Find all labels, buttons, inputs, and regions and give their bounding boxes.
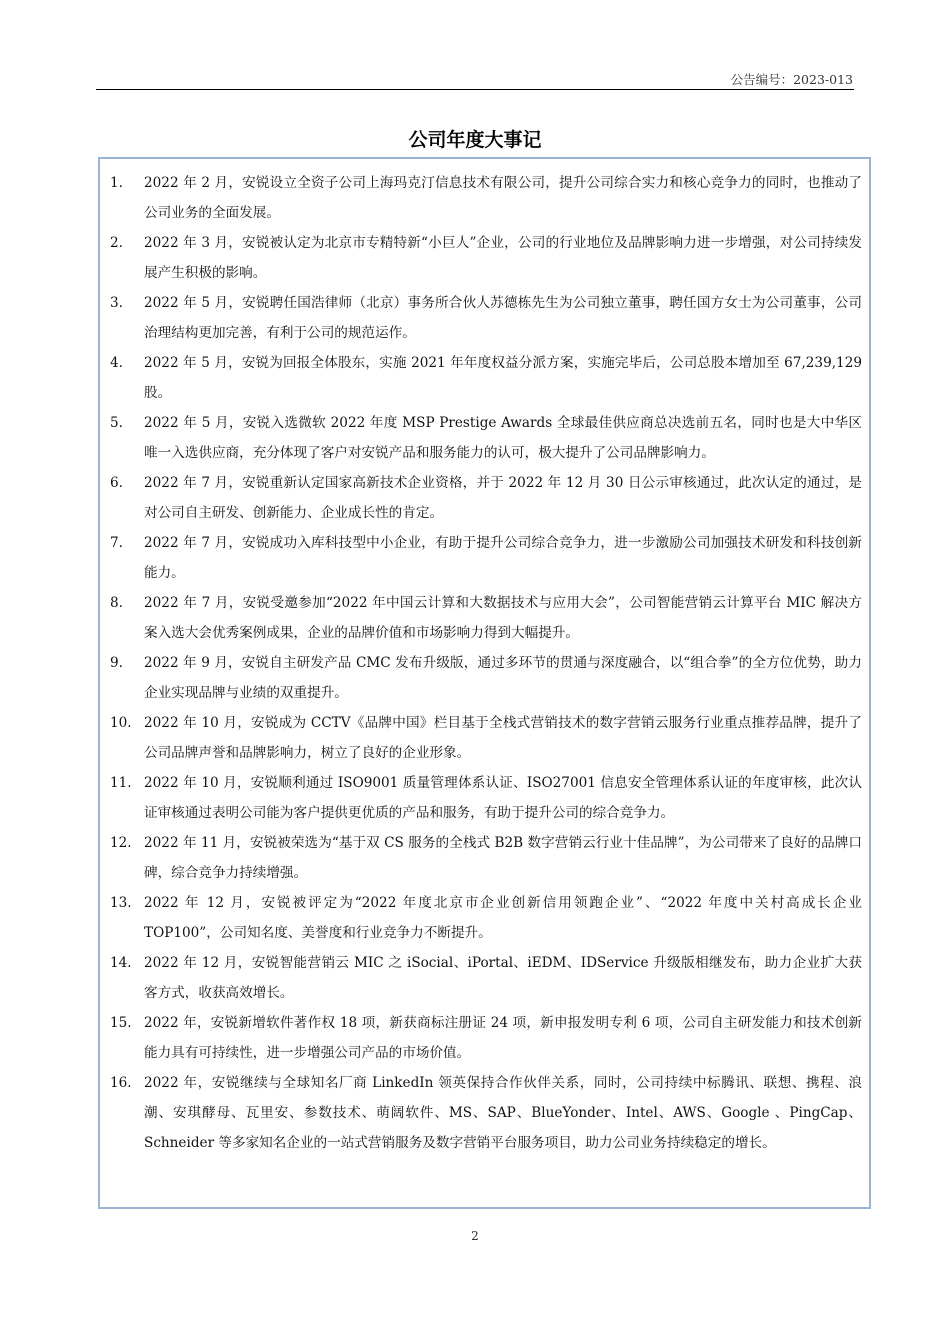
list-item [110, 288, 862, 348]
item-text: 2022 年 5 月，安锐入选微软 2022 年度 MSP Prestige Awards 全球最佳供应商总决选前五名，同时也是大中华区唯一入选供应商，充分体现了客户对安锐产品和服务能力的认可，极大提升了公司品牌影响力。 [144, 415, 862, 461]
events-list [110, 168, 862, 1158]
item-text: 2022 年 5 月，安锐为回报全体股东，实施 2021 年年度权益分派方案，实施完毕后，公司总股本增加至 67,239,129 股。 [144, 355, 862, 401]
item-number: 3. [110, 295, 123, 311]
item-number: 14. [110, 955, 132, 971]
list-item [110, 348, 862, 408]
page-number: 2 [471, 1229, 479, 1243]
announcement-number: 公告编号：2023-013 [730, 72, 853, 87]
item-number: 2. [110, 235, 123, 251]
list-item [110, 408, 862, 468]
item-text: 2022 年 11 月，安锐被荣选为“基于双 CS 服务的全栈式 B2B 数字营销云行业十佳品牌”，为公司带来了良好的品牌口碑，综合竞争力持续增强。 [144, 835, 862, 881]
page-title: 公司年度大事记 [408, 129, 542, 151]
item-text: 2022 年 7 月，安锐重新认定国家高新技术企业资格，并于 2022 年 12 月 30 日公示审核通过，此次认定的通过，是对公司自主研发、创新能力、企业成长性的肯定。 [144, 475, 862, 521]
item-number: 8. [110, 595, 123, 611]
list-item [110, 468, 862, 528]
item-text: 2022 年 9 月，安锐自主研发产品 CMC 发布升级版，通过多环节的贯通与深度融合，以“组合拳”的全方位优势，助力企业实现品牌与业绩的双重提升。 [144, 655, 862, 701]
list-item [110, 228, 862, 288]
list-item [110, 828, 862, 888]
item-number: 5. [110, 415, 123, 431]
list-item [110, 948, 862, 1008]
item-text: 2022 年，安锐新增软件著作权 18 项，新获商标注册证 24 项，新申报发明专利 6 项，公司自主研发能力和技术创新能力具有可持续性，进一步增强公司产品的市场价值。 [144, 1015, 862, 1061]
item-number: 13. [110, 895, 132, 911]
list-item [110, 588, 862, 648]
item-text: 2022 年 10 月，安锐顺利通过 ISO9001 质量管理体系认证、ISO27001 信息安全管理体系认证的年度审核，此次认证审核通过表明公司能为客户提供更优质的产品和服务，有助于提升公司的综合竞争力。 [144, 775, 862, 821]
item-text: 2022 年 12 月，安锐智能营销云 MIC 之 iSocial、iPortal、iEDM、IDService 升级版相继发布，助力企业扩大获客方式，收获高效增长。 [144, 955, 862, 1001]
item-text: 2022 年 2 月，安锐设立全资子公司上海玛克汀信息技术有限公司，提升公司综合实力和核心竞争力的同时，也推动了公司业务的全面发展。 [144, 175, 862, 221]
item-text: 2022 年 3 月，安锐被认定为北京市专精特新“小巨人”企业，公司的行业地位及品牌影响力进一步增强，对公司持续发展产生积极的影响。 [144, 235, 862, 281]
item-number: 11. [110, 775, 132, 791]
list-item [110, 528, 862, 588]
item-number: 1. [110, 175, 123, 191]
header-divider [96, 89, 854, 90]
item-number: 7. [110, 535, 123, 551]
item-number: 4. [110, 355, 123, 371]
item-text: 2022 年，安锐继续与全球知名厂商 LinkedIn 领英保持合作伙伴关系，同时，公司持续中标腾讯、联想、携程、浪潮、安琪酵母、瓦里安、参数技术、萌阔软件、MS、SAP、BlueYonder、Intel、AWS、Google 、PingCap、Schneider 等多家知名企业的一站式营销服务及数字营销平台服务项目，助力公司业务持续稳定的增长。 [144, 1075, 862, 1151]
item-number: 15. [110, 1015, 132, 1031]
item-number: 6. [110, 475, 123, 491]
item-number: 16. [110, 1075, 132, 1091]
item-text: 2022 年 5 月，安锐聘任国浩律师（北京）事务所合伙人苏德栋先生为公司独立董事，聘任国方女士为公司董事，公司治理结构更加完善，有利于公司的规范运作。 [144, 295, 862, 341]
item-text: 2022 年 7 月，安锐受邀参加“2022 年中国云计算和大数据技术与应用大会”，公司智能营销云计算平台 MIC 解决方案入选大会优秀案例成果，企业的品牌价值和市场影响力得到大幅提升。 [144, 595, 862, 641]
list-item [110, 1068, 862, 1158]
item-text: 2022 年 12 月，安锐被评定为“2022 年度北京市企业创新信用领跑企业”、“2022 年度中关村高成长企业 TOP100”，公司知名度、美誉度和行业竞争力不断提升。 [144, 895, 862, 941]
list-item [110, 768, 862, 828]
list-item [110, 1008, 862, 1068]
list-item [110, 708, 862, 768]
item-text: 2022 年 7 月，安锐成功入库科技型中小企业，有助于提升公司综合竞争力，进一步激励公司加强技术研发和科技创新能力。 [144, 535, 862, 581]
item-text: 2022 年 10 月，安锐成为 CCTV《品牌中国》栏目基于全栈式营销技术的数字营销云服务行业重点推荐品牌，提升了公司品牌声誉和品牌影响力，树立了良好的企业形象。 [144, 715, 862, 761]
item-number: 10. [110, 715, 132, 731]
item-number: 9. [110, 655, 123, 671]
list-item [110, 648, 862, 708]
list-item [110, 888, 862, 948]
item-number: 12. [110, 835, 132, 851]
list-item [110, 168, 862, 228]
